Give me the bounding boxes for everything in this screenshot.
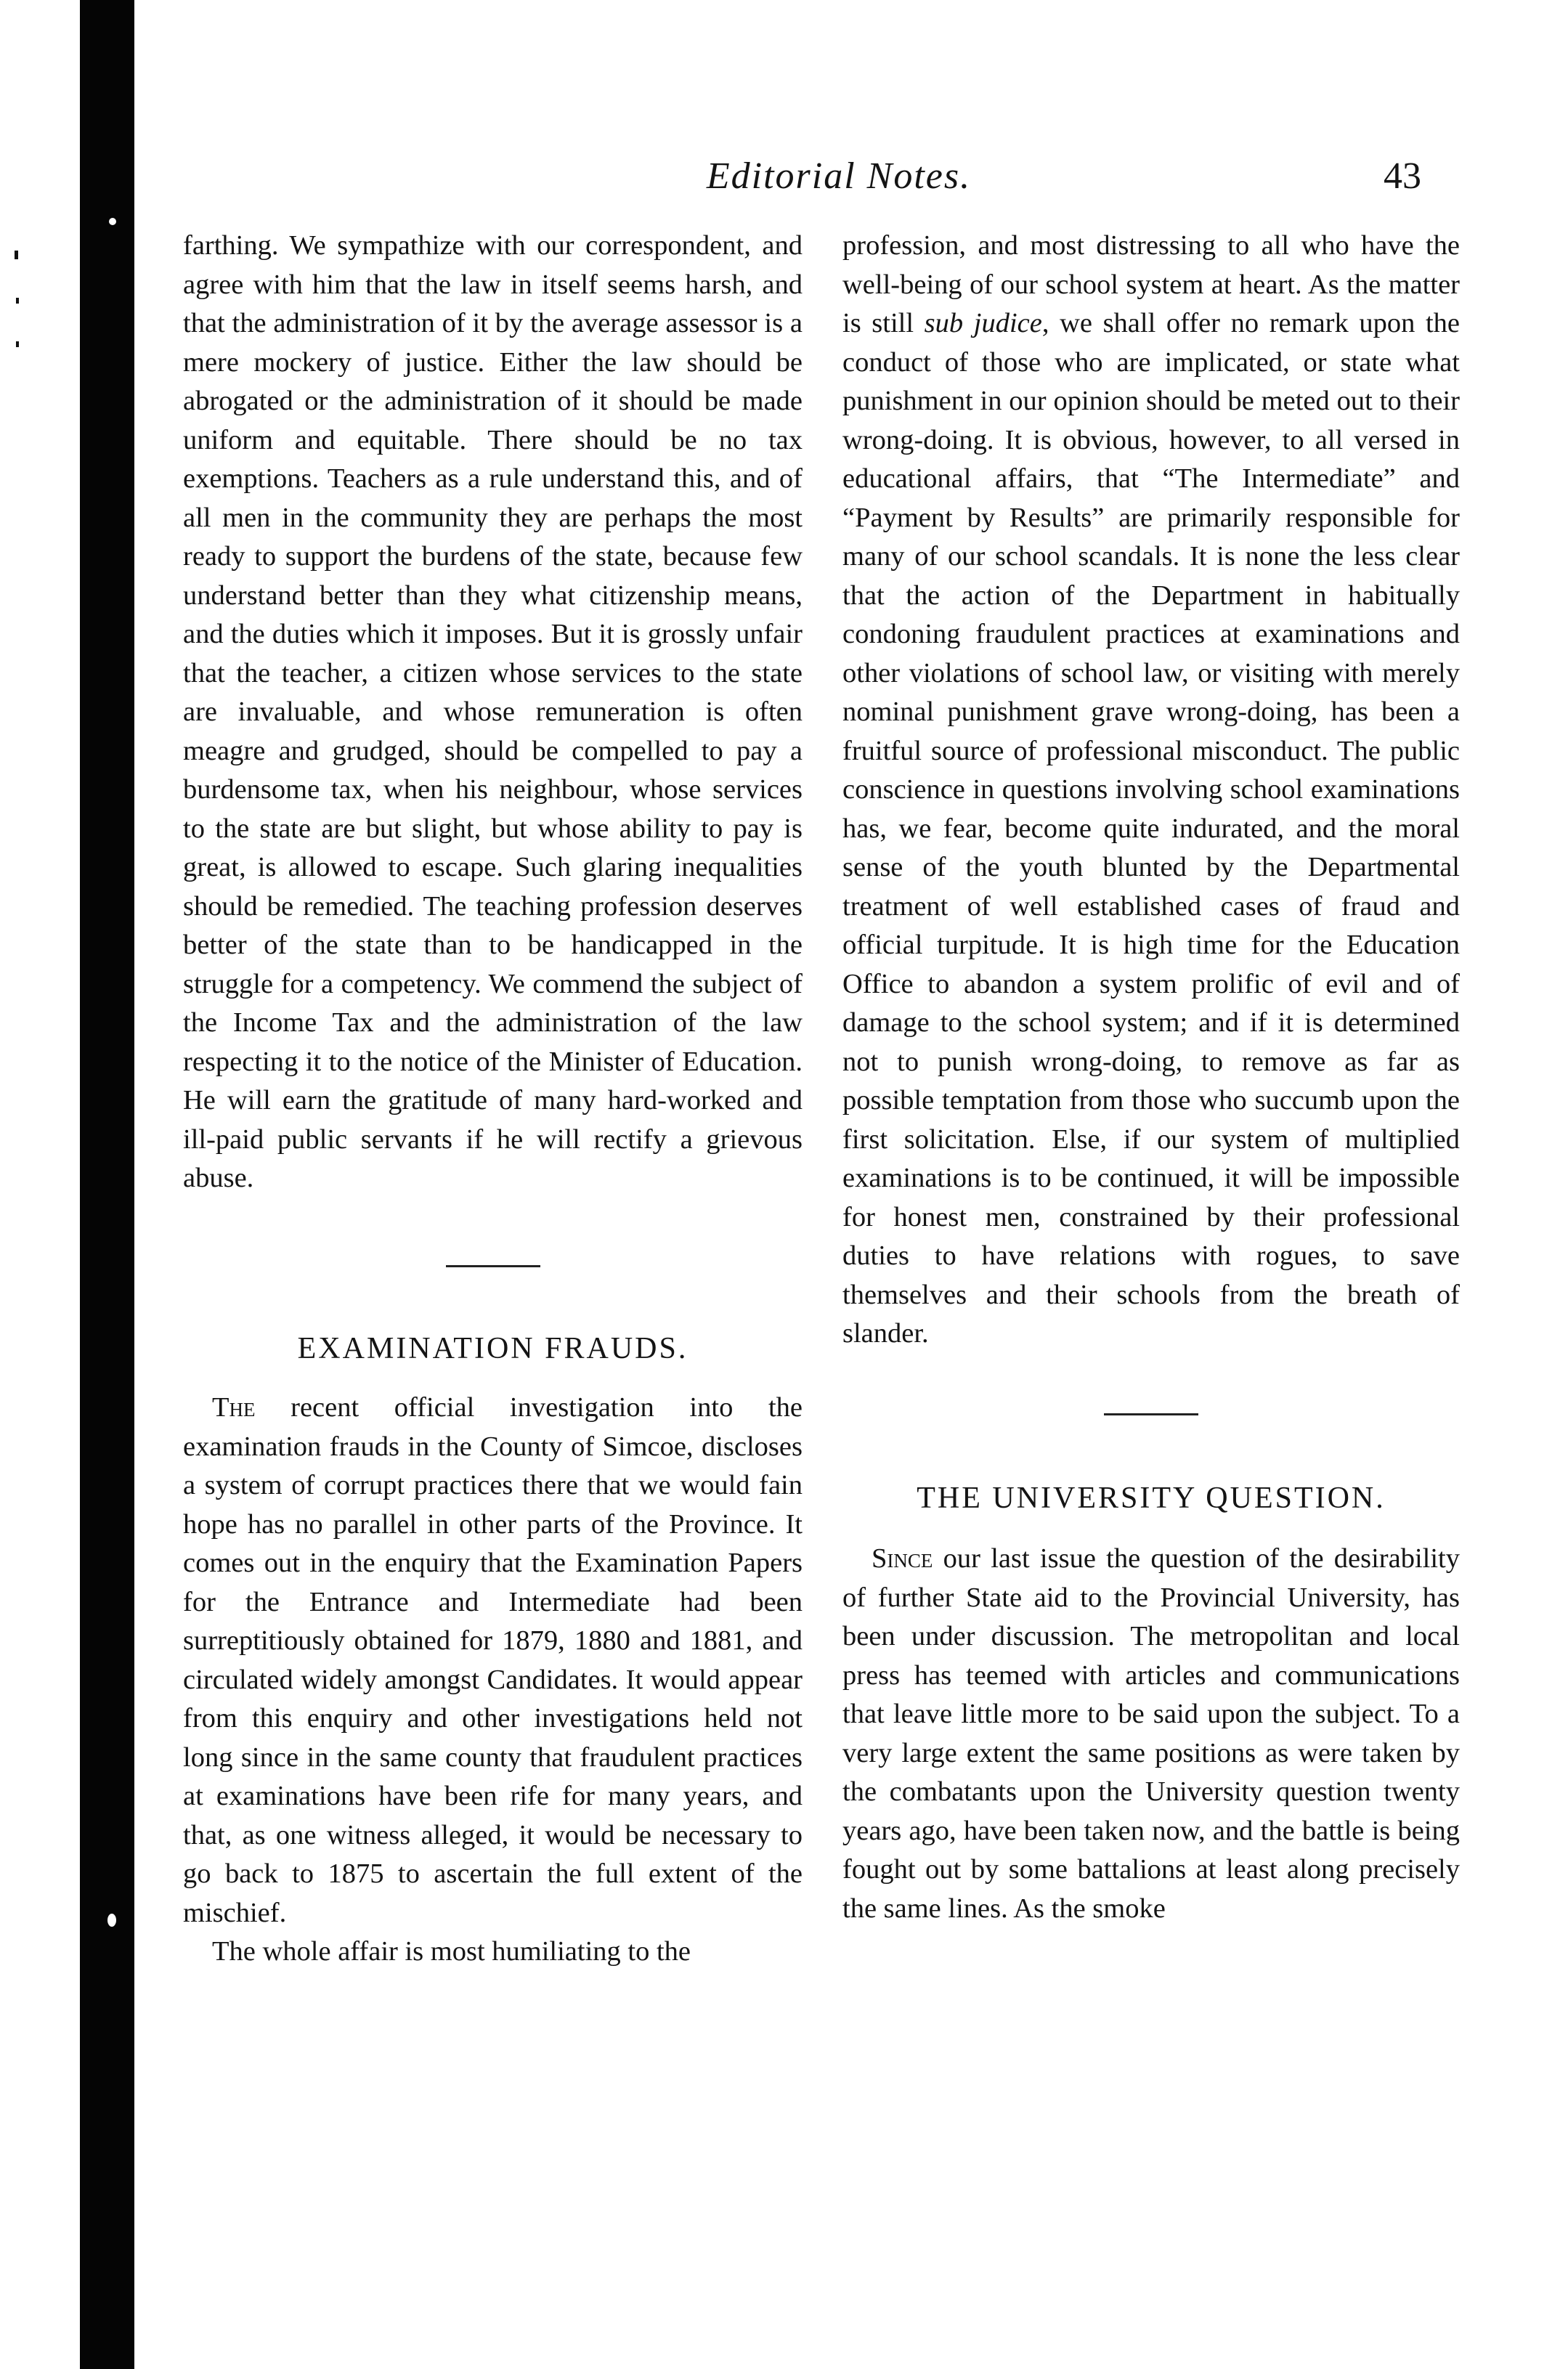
paragraph-continued: farthing. We sympathize with our correspondent, and agree with him that the law in itself seems harsh, and that the administration of it by the average assessor is a mere mockery of justice. Either the law should be abrogated or the administration of it should be made uniform and equitable. There should be no tax exemptions. Teachers as a rule understand this, and of all men in the community they are perhaps the most ready to support the burdens of the state, because few understand better than they what citizenship means, and the duties which it imposes. But it is grossly unfair that the teacher, a citizen whose services to the state are invaluable, and whose remuneration is often meagre and grudged, should be compelled to pay a burdensome tax, when his neighbour, whose services to the state are but slight, but whose ability to pay is great, is allowed to escape. Such glaring inequalities should be remedied. The teaching profession deserves better of the state than to be handicapped in the struggle for a competency. We commend the subject of the Income Tax and the administration of the law respecting it to the notice of the Minister of Education. He will earn the gratitude of many hard-worked and ill-paid public servants if he will rectify a grievous abuse. (183, 230, 803, 1193)
lead-word: The (212, 1392, 256, 1423)
section-heading-university-question: THE UNIVERSITY QUESTION. (917, 1481, 1386, 1515)
margin-dot (107, 1914, 116, 1927)
paragraph-continued (842, 227, 1460, 1354)
section-heading-examination-frauds: EXAMINATION FRAUDS. (297, 1331, 688, 1365)
paragraph: The whole affair is most humiliating to the (212, 1936, 691, 1967)
lead-word: Since (872, 1543, 933, 1574)
paragraph (842, 1540, 1460, 1928)
left-column (183, 227, 803, 1972)
paragraph-text: recent official investigation into the examination frauds in the County of Simcoe, discloses a system of corrupt practices there that we would fain hope has no parallel in other parts of the Province. It comes out in the enquiry that the Examination Papers for the Entrance and Intermediate had been surreptitiously obtained for 1879, 1880 and 1881, and circulated widely amongst Candidates. It would appear from this enquiry and other investigations held not long since in the same county that fraudulent practices at examinations have been rife for many years, and that, as one witness alleged, it would be necessary to go back to 1875 to ascertain the full extent of the mischief. (183, 1392, 803, 1928)
page-binding-edge (80, 0, 134, 2369)
paragraph-text: , we shall offer no remark upon the conduct of those who are implicated, or state what punishment in our opinion should be meted out to their wrong-doing. It is obvious, however, to all versed in educational affairs, that “The Intermediate” and “Payment by Results” are primarily responsible for many of our school scandals. It is none the less clear that the action of the Department in habitually condoning fraudulent practices at examinations and other violations of school law, or visiting with merely nominal punishment grave wrong-doing, has been a fruitful source of professional misconduct. The public conscience in questions involving school examinations has, we fear, become quite indurated, and the moral sense of the youth blunted by the Departmental treatment of well established cases of fraud and official turpitude. It is high time for the Education Office to abandon a system prolific of evil and of damage to the school system; and if it is determined not to punish wrong-doing, to remove as far as possible temptation from those who succumb upon the first solicitation. Else, if our system of multiplied examinations is to be continued, it will be impossible for honest men, constrained by their professional duties to have relations with rogues, to save themselves and their schools from the breath of slander. (842, 308, 1460, 1349)
paragraph (183, 1389, 803, 1933)
margin-tick (16, 341, 19, 347)
paragraph-text: profession, and most distressing to all who have the well-being of our school system at heart. As the matter is still (842, 230, 1460, 338)
margin-tick (15, 251, 18, 259)
page-number: 43 (1384, 155, 1421, 197)
right-column (842, 227, 1460, 1928)
margin-tick (16, 298, 19, 304)
paragraph-text: our last issue the question of the desirability of further State aid to the Provincial University, has been under discussion. The metropolitan and local press has teemed with articles and communications that leave little more to be said upon the subject. To a very large extent the same positions as were taken by the combatants upon the University question twenty years ago, have been taken now, and the battle is being fought out by some battalions at least along precisely the same lines. As the smoke (842, 1543, 1460, 1924)
running-head: Editorial Notes. (706, 155, 972, 197)
latin-phrase: sub judice (924, 308, 1042, 338)
margin-dot (109, 218, 116, 225)
